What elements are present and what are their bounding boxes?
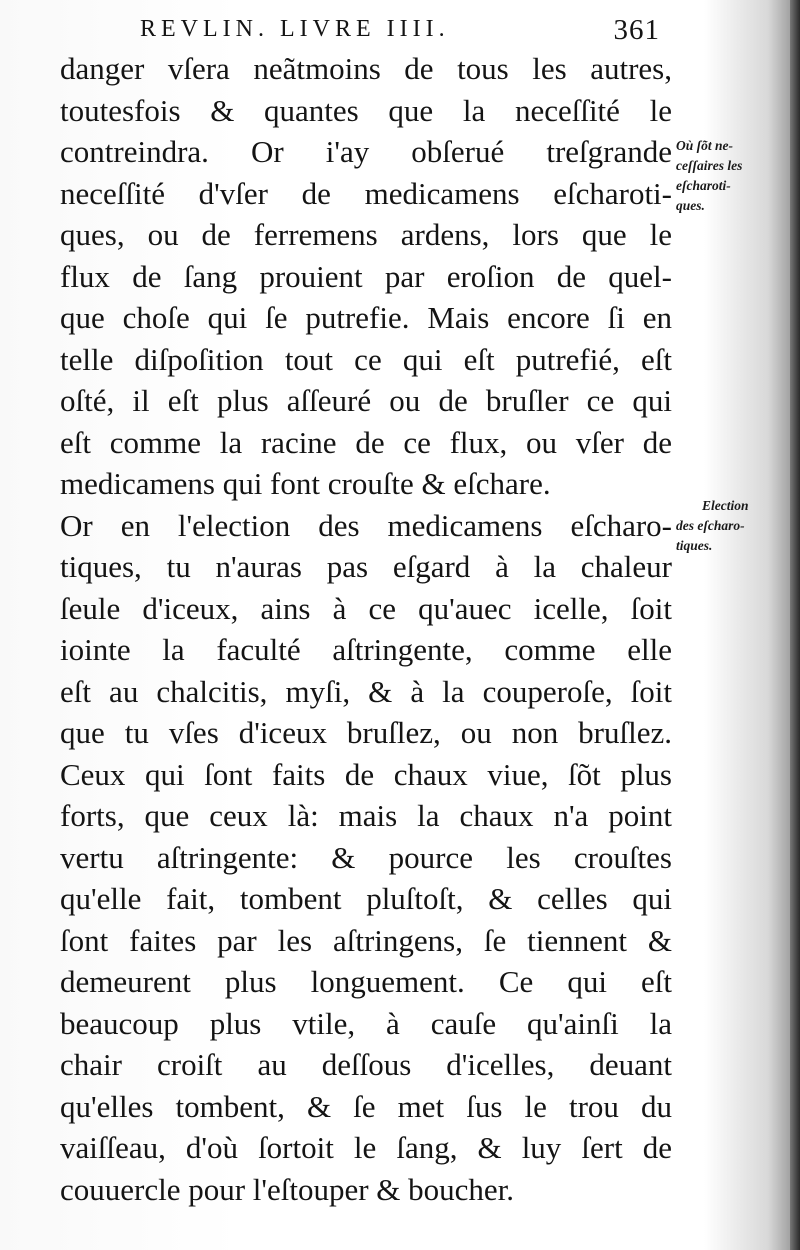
text-line: eſt comme la racine de ce flux, ou vſer de <box>60 424 672 460</box>
margin-note-line: ceſſaires les <box>676 158 743 173</box>
text-line: neceſſité d'vſer de medicamens eſcharoti- <box>60 175 672 211</box>
margin-note-line: tiques. <box>676 538 713 553</box>
text-line: medicamens qui font crouſte & eſchare. <box>60 466 551 501</box>
text-line: flux de ſang prouient par eroſion de quel- <box>60 258 672 294</box>
text-line: ſont faites par les aſtringens, ſe tiennent & <box>60 922 672 958</box>
margin-note-line: Election <box>702 498 749 513</box>
text-line: Ceux qui ſont faits de chaux viue, ſõt plus <box>60 756 672 792</box>
margin-note-line: eſcharoti- <box>676 178 731 193</box>
text-line: oſté, il eſt plus aſſeuré ou de bruſler ce qui <box>60 383 672 418</box>
running-head: REVLIN. LIVRE IIII. <box>140 16 450 42</box>
page-header <box>140 14 660 46</box>
margin-note-line: des eſcharo- <box>676 518 745 533</box>
text-line: forts, que ceux là: mais la chaux n'a point <box>60 798 672 833</box>
margin-note <box>676 136 788 216</box>
text-line: qu'elle fait, tombent pluſtoſt, & celles qui <box>60 881 672 916</box>
margin-note-line: Où ſõt ne- <box>676 138 733 153</box>
page-number: 361 <box>613 14 660 46</box>
text-line: toutesfois & quantes que la neceſſité le <box>60 92 672 128</box>
main-text-block <box>60 48 672 1210</box>
text-line: tiques, tu n'auras pas eſgard à la chaleur <box>60 549 672 584</box>
text-line: vertu aſtringente: & pource les crouſtes <box>60 839 672 875</box>
text-line: vaiſſeau, d'où ſortoit le ſang, & luy ſert de <box>60 1130 672 1165</box>
text-line: ques, ou de ferremens ardens, lors que le <box>60 217 672 252</box>
margin-note <box>676 496 788 556</box>
book-spine-shadow <box>790 0 800 1250</box>
text-line: que choſe qui ſe putrefie. Mais encore ſi en <box>60 300 672 335</box>
text-line: beaucoup plus vtile, à cauſe qu'ainſi la <box>60 1005 672 1041</box>
text-line: eſt au chalcitis, myſi, & à la couperoſe, ſoit <box>60 673 672 709</box>
text-line: contreindra. Or i'ay obſerué treſgrande <box>60 134 672 169</box>
text-line: qu'elles tombent, & ſe met ſus le trou du <box>60 1088 672 1124</box>
text-line: ſeule d'iceux, ains à ce qu'auec icelle, ſoit <box>60 590 672 626</box>
text-line: iointe la faculté aſtringente, comme elle <box>60 632 672 667</box>
text-line: que tu vſes d'iceux bruſlez, ou non bruſlez. <box>60 715 672 750</box>
text-line: chair croiſt au deſſous d'icelles, deuant <box>60 1047 672 1082</box>
text-line: couuercle pour l'eſtouper & boucher. <box>60 1171 515 1207</box>
text-line: telle diſpoſition tout ce qui eſt putrefié, eſt <box>60 341 672 377</box>
text-line: Or en l'election des medicamens eſcharo- <box>60 507 672 543</box>
margin-note-line: ques. <box>676 198 705 213</box>
text-line: demeurent plus longuement. Ce qui eſt <box>60 964 672 999</box>
text-line: danger vſera neãtmoins de tous les autres, <box>60 51 672 86</box>
